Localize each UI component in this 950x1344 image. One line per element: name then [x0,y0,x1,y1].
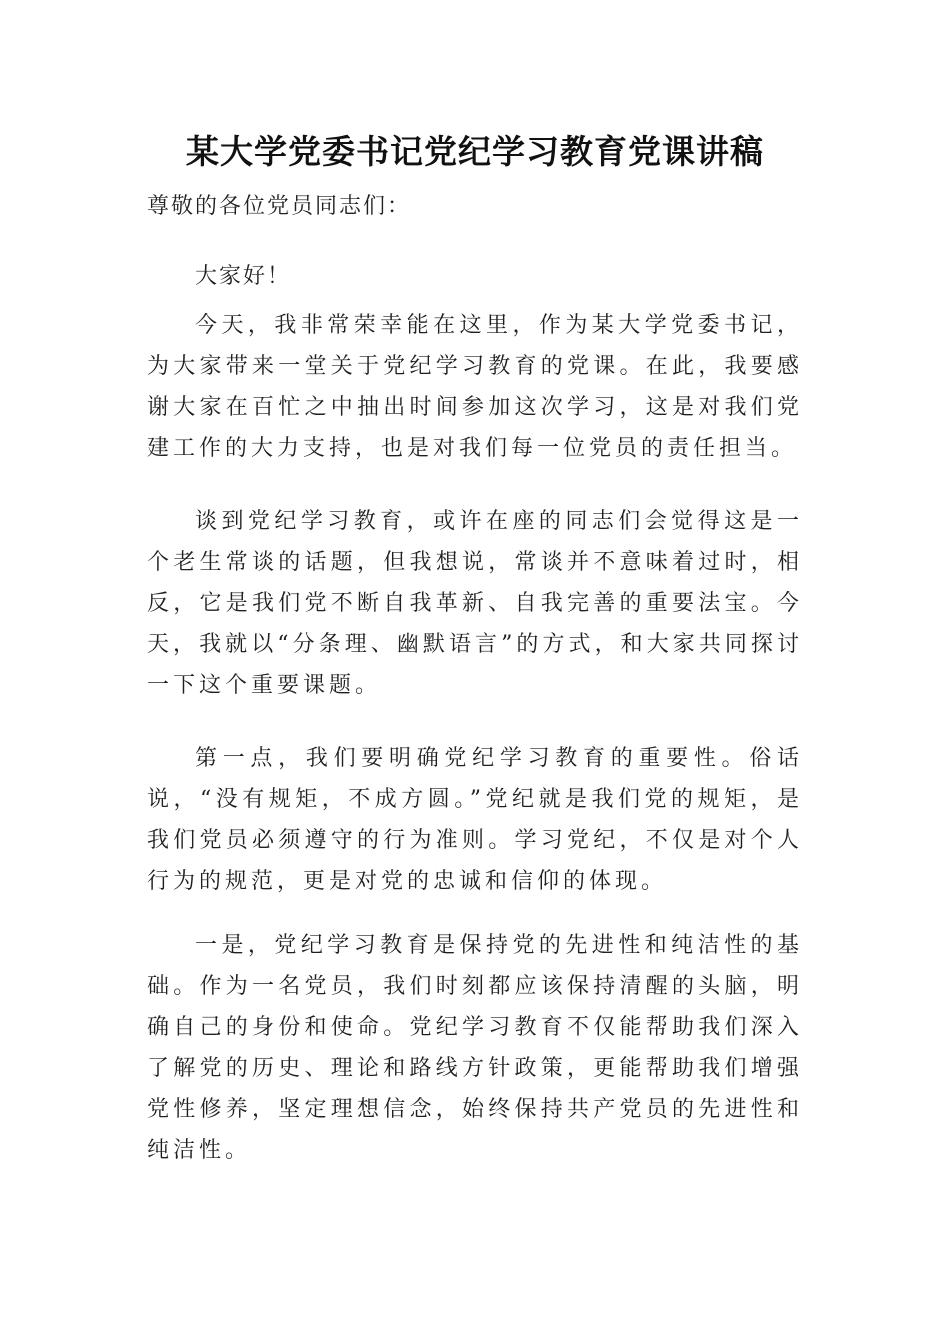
paragraph-point-one: 第一点，我们要明确党纪学习教育的重要性。俗话说，“没有规矩，不成方圆。”党纪就是我们党的规矩，是我们党员必须遵守的行为准则。学习党纪，不仅是对个人行为的规范，更是对党的忠诚和信仰的体现。 [147,746,803,894]
greeting: 大家好！ [195,264,292,289]
salutation: 尊敬的各位党员同志们： [147,194,412,219]
paragraph-topic: 谈到党纪学习教育，或许在座的同志们会觉得这是一个老生常谈的话题，但我想说，常谈并不意味着过时，相反，它是我们党不断自我革新、自我完善的重要法宝。今天，我就以“分条理、幽默语言”的方式，和大家共同探讨一下这个重要课题。 [147,509,803,698]
document-title: 某大学党委书记党纪学习教育党课讲稿 [186,132,764,171]
paragraph-opening: 今天，我非常荣幸能在这里，作为某大学党委书记，为大家带来一堂关于党纪学习教育的党课。在此，我要感谢大家在百忙之中抽出时间参加这次学习，这是对我们党建工作的大力支持，也是对我们每一位党员的责任担当。 [147,313,803,461]
paragraph-sub-point-one: 一是，党纪学习教育是保持党的先进性和纯洁性的基础。作为一名党员，我们时刻都应该保持清醒的头脑，明确自己的身份和使命。党纪学习教育不仅能帮助我们深入了解党的历史、理论和路线方针政策，更能帮助我们增强党性修养，坚定理想信念，始终保持共产党员的先进性和纯洁性。 [147,933,803,1163]
